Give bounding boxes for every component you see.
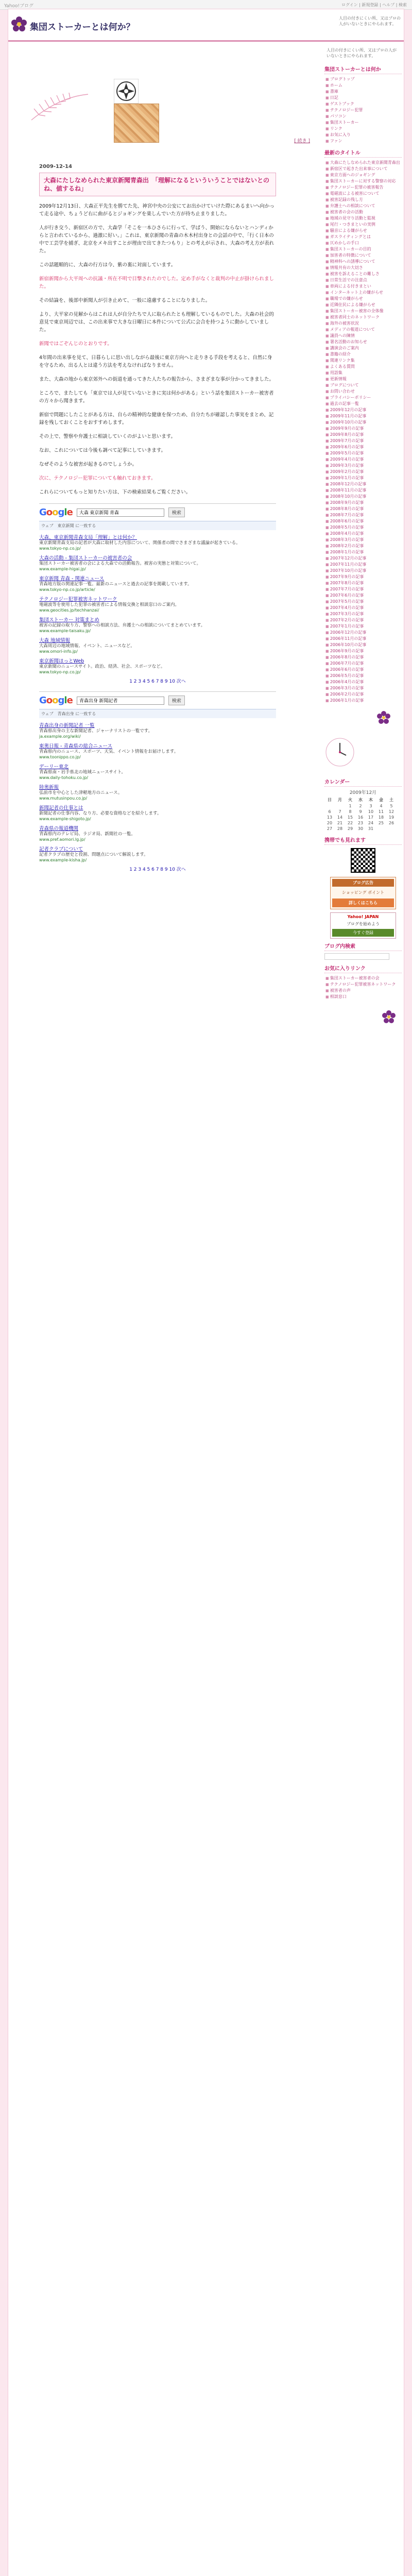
recent-title-link[interactable]: ■ 2006年1月の記事 [325, 698, 402, 704]
ad-banner[interactable] [330, 877, 396, 909]
recent-title-link[interactable]: ■ 2009年5月の記事 [325, 450, 402, 456]
recent-title-link[interactable]: ■ 2008年8月の記事 [325, 506, 402, 512]
pagination[interactable]: 1 2 3 4 5 6 7 8 9 10 次へ [129, 679, 186, 684]
calendar-day [376, 826, 386, 832]
search-result [39, 657, 276, 674]
sidebar-menu-item[interactable]: ■ 集団ストーカー [325, 120, 402, 126]
result-title[interactable]: 陸奥新報 [39, 785, 59, 790]
sidebar-recent [324, 148, 402, 704]
entry-paragraph: この話題順的に、大森の行方は今、紫の裏に対面しています。 [39, 262, 176, 268]
calendar-day [386, 826, 397, 832]
calendar-head [324, 796, 397, 803]
recent-title-link[interactable]: ■ 2009年9月の記事 [325, 426, 402, 432]
recent-title-link[interactable]: ■ 被害記録の残し方 [325, 197, 402, 203]
google-logo-icon: Google [39, 695, 73, 706]
result-title[interactable]: 青森県の報道機関 [39, 826, 79, 832]
entry-paragraph: 人が行き交う、新宿区の方で、大森学「そこを一本ひさらに行って、学ばう、開始にならないとハンディからと言われているから、過激に好い。」これは、東京新聞の青森の木木村出身との会話の中で、「行く日本の中で工芸学を捕ぎ、北京をメキ出すことが理由で出てきたつもり」との考えが示され、大森の考え方が表れた。 [39, 225, 274, 254]
result-url: www.geocities.jp/techhanzai/ [39, 608, 99, 613]
sidebar-heading: ブログ内検索 [324, 942, 402, 951]
recent-title-link[interactable]: ■ 書籍の紹介 [325, 351, 402, 358]
calendar-day[interactable]: 13 [327, 815, 333, 820]
calendar-day[interactable]: 3 [369, 804, 372, 808]
entry-title[interactable]: 大森にたしなめられた東京新聞青森出 「理解になるといういうことではないとのね、値するね」 [39, 173, 276, 196]
calendar-day[interactable]: 19 [388, 815, 394, 820]
recent-title-link[interactable]: ■ 2008年4月の記事 [325, 531, 402, 537]
blog-search-input[interactable] [324, 953, 389, 960]
recent-title-link[interactable]: ■ 2006年4月の記事 [325, 679, 402, 685]
favorite-link[interactable]: ■ テクノロジー犯罪被害ネットワーク [325, 981, 402, 988]
recent-title-link[interactable]: ■ 2007年12月の記事 [325, 555, 402, 562]
recent-title-link[interactable]: ■ 2008年7月の記事 [325, 512, 402, 518]
google-results-meta: ウェブ 青森出身 に一致する [39, 709, 276, 718]
result-title[interactable]: 青森出身の新聞記者 一覧 [39, 723, 95, 728]
result-url: www.tokyo-np.co.jp/ [39, 546, 81, 551]
result-title[interactable]: デーリー東北 [39, 764, 69, 770]
calendar-table [324, 796, 397, 832]
calendar-day[interactable]: 1 [349, 804, 352, 808]
result-title[interactable]: テクノロジー犯罪被害ネットワーク [39, 597, 117, 602]
calendar-weekday: 木 [369, 798, 373, 802]
recent-title-link[interactable]: ■ 2008年12月の記事 [325, 481, 402, 487]
recent-title-link[interactable]: ■ 弁護士への相談について [325, 203, 402, 209]
header-rule [8, 40, 404, 42]
entry-paragraph: ところで、またしても「東京では人が見ていないときに実は何かがある」という話を集団ストーカー被害者の方々から聞きます。 [39, 391, 274, 404]
calendar-day[interactable]: 22 [347, 821, 353, 825]
search-result [39, 845, 276, 862]
recent-title-link[interactable]: ■ プライバシーポリシー [325, 395, 402, 401]
sidebar-menu-item[interactable]: ■ お気に入り [325, 132, 402, 138]
recent-title-link[interactable]: ■ 2006年5月の記事 [325, 673, 402, 679]
calendar-day[interactable]: 4 [380, 804, 383, 808]
recent-title-link[interactable]: ■ 2007年9月の記事 [325, 574, 402, 580]
result-snippet: 新聞記者の仕事内容、なり方、必要な資格などを紹介します。 [39, 811, 162, 816]
result-url: www.mutusinpou.co.jp/ [39, 796, 88, 801]
recent-title-link[interactable]: ■ 2009年10月の記事 [325, 419, 402, 426]
recent-title-link[interactable]: ■ 2006年3月の記事 [325, 685, 402, 691]
calendar-day[interactable]: 11 [378, 809, 384, 814]
google-search-button[interactable]: 検索 [168, 696, 185, 705]
recent-title-link[interactable]: ■ 2006年6月の記事 [325, 667, 402, 673]
calendar-month: 2009年12月 [349, 790, 377, 795]
recent-title-link[interactable]: ■ 2007年8月の記事 [325, 580, 402, 586]
page [8, 9, 404, 2576]
calendar-day[interactable]: 7 [338, 809, 341, 814]
sidebar-menu-item[interactable]: ■ テクノロジー犯罪 [325, 107, 402, 113]
recent-title-link[interactable]: ■ 2007年7月の記事 [325, 586, 402, 592]
entry-paragraph: 新宿で問題にしたことがある方は、自らの精神的な健康を保つため、自分たちが確認した事実をまとめ、記録を残しておくことをおすすめします。 [39, 412, 274, 426]
calendar-day[interactable]: 5 [390, 804, 393, 808]
calendar-day[interactable]: 8 [349, 809, 352, 814]
result-snippet: 記者クラブの歴史と役割、問題点について解説します。 [39, 852, 148, 857]
favorite-link[interactable]: ■ 被害者の声 [325, 988, 402, 994]
calendar-weekday: 月 [338, 798, 342, 802]
result-snippet: 被害の記録の取り方、警察への相談方法、弁護士への相談についてまとめています。 [39, 623, 205, 628]
result-url: www.omori-info.jp/ [39, 649, 78, 654]
google-search-box [39, 503, 276, 684]
recent-title-link[interactable]: ■ 2008年9月の記事 [325, 500, 402, 506]
sidebar-menu-item[interactable]: ■ ゲストブック [325, 101, 402, 107]
entry-paragraph: 4年間の出来事を見て、日暮らしに思い出しながら最後に東京方向へと走りきる手段を考えると、自然に身を守るため、出る人とは違う方法を考えなければなりません。 [39, 355, 272, 368]
recent-title-link[interactable]: ■ 関連リンク集 [325, 358, 402, 364]
recent-title-link[interactable]: ■ 2009年3月の記事 [325, 463, 402, 469]
result-title[interactable]: 新聞記者の仕事とは [39, 805, 83, 811]
result-title[interactable]: 大森の活動 - 集団ストーカーの被害者の会 [39, 555, 132, 561]
recent-title-link[interactable]: ■ 2007年6月の記事 [325, 592, 402, 599]
search-result [39, 574, 276, 592]
recent-title-link[interactable]: ■ 海外の被害状況 [325, 320, 402, 327]
calendar-day[interactable]: 20 [327, 821, 333, 825]
flower-icon [376, 710, 391, 725]
calendar-week [324, 826, 397, 832]
sidebar-menu-item[interactable]: ■ リンク [325, 126, 402, 132]
search-result [39, 762, 276, 780]
ad-button[interactable]: 詳しくはこちら [332, 899, 394, 907]
pagination[interactable]: 1 2 3 4 5 6 7 8 9 10 次へ [129, 867, 186, 872]
calendar-day[interactable]: 21 [337, 821, 343, 825]
result-url: www.tokyo-np.co.jp/article/ [39, 587, 95, 592]
search-result [39, 595, 276, 613]
links-list [324, 975, 402, 1000]
recent-title-link[interactable]: ■ 2007年5月の記事 [325, 599, 402, 605]
google-results-meta: ウェブ 東京新聞 に一致する [39, 521, 276, 530]
calendar-week [324, 809, 397, 815]
sidebar-links [324, 964, 402, 1000]
recent-title-link[interactable]: ■ 2007年2月の記事 [325, 617, 402, 623]
result-snippet: 青森県内のテレビ局、ラジオ局、新聞社の一覧。 [39, 832, 135, 837]
recent-title-link[interactable]: ■ 2008年11月の記事 [325, 487, 402, 494]
blog-entry [39, 164, 276, 879]
recent-title-link[interactable]: ■ 集団ストーカーに対する警察の対応 [325, 178, 402, 184]
top-bar [0, 0, 412, 10]
result-url: www.example-higai.jp/ [39, 567, 86, 571]
recent-title-link[interactable]: ■ 2007年1月の記事 [325, 623, 402, 630]
calendar-day[interactable]: 16 [357, 815, 364, 820]
result-snippet: 弘前市を中心とした津軽地方のニュース。 [39, 790, 123, 795]
calendar-day[interactable]: 10 [368, 809, 374, 814]
result-url: www.example-shigoto.jp/ [39, 817, 91, 821]
recent-title-link[interactable]: ■ 新宿区で起きた出来事について [325, 166, 402, 172]
calendar [324, 777, 402, 832]
recent-title-link[interactable]: ■ 2009年12月の記事 [325, 407, 402, 413]
site-description: 人目の付きにくい所、又はプロの人がいないときにやられます。 [339, 16, 401, 26]
sidebar-decor [324, 708, 402, 728]
yahoo-body: ブログを始めよう [347, 922, 380, 926]
calendar-day[interactable]: 15 [347, 815, 353, 820]
entry-paragraph: その結論を、後部中新聞人が引き止めて、一般に遠慮することになりました。 [39, 298, 211, 303]
recent-title-link[interactable]: ■ 東京方面へのジョギング [325, 172, 402, 178]
result-snippet: 東京新聞のニュースサイト。政治、経済、社会、スポーツなど。 [39, 664, 165, 669]
recent-title-link[interactable]: ■ 集団ストーカー被害の全体像 [325, 308, 402, 314]
recent-title-link[interactable]: ■ 精神科への誘導について [325, 259, 402, 265]
result-url: www.daily-tohoku.co.jp/ [39, 775, 89, 780]
entry-paragraph: その上で、警察や弁護士に相談していくのがよいと思います。 [39, 434, 176, 439]
result-title[interactable]: 東奥日報 - 青森県の総合ニュース [39, 743, 112, 749]
sidebar-menu [324, 65, 402, 144]
sidebar-heading: カレンダー [324, 777, 402, 787]
result-title[interactable]: 東京新聞 青森 - 関連ニュース [39, 576, 105, 582]
entry-paragraph: より、大平家の見解からはこれは人が自分たちで人に取られたとも理解しているものでした。大森の社会的意見で東京周辺では、この出来事で大きな日曜日に本件について公式に会合を持つように動かしていました。 [39, 312, 274, 333]
recent-title-link[interactable]: ■ 2009年1月の記事 [325, 475, 402, 481]
site-title[interactable]: 集団ストーカーとは何か？ [30, 22, 135, 32]
recent-title-link[interactable]: ■ 被害者の会の活動 [325, 209, 402, 215]
result-snippet: 青森地方版の関連記事一覧。最新のニュースと過去の記事を掲載しています。 [39, 582, 192, 587]
entry-paragraph: なお、これについては今後も調べて記事にしていきます。 [39, 448, 166, 453]
search-result [39, 554, 276, 571]
sidebar [324, 45, 402, 1049]
favorite-link[interactable]: ■ 相談窓口 [325, 994, 402, 1000]
recent-title-link[interactable]: ■ 大森にたしなめられた東京新聞青森出 [325, 160, 402, 166]
sidebar-menu-item[interactable]: ■ ホーム [325, 82, 402, 89]
recent-title-link[interactable]: ■ よくある質問 [325, 364, 402, 370]
recent-title-link[interactable]: ■ 2009年7月の記事 [325, 438, 402, 444]
calendar-day [335, 803, 345, 809]
recent-title-link[interactable]: ■ ガスライティングとは [325, 234, 402, 240]
google-results-1 [39, 533, 276, 674]
calendar-day[interactable]: 29 [347, 826, 353, 831]
result-snippet: 東京新聞青森支局の記者が大森に取材した内容について、関係者の間でさまざまな議論が起きている。 [39, 540, 241, 546]
recent-title-link[interactable]: ■ 被害を訴えることの難しさ [325, 271, 402, 277]
entry-paragraph: これらについてもっと知りたい方は、下の検索結果もご覧ください。 [39, 489, 191, 495]
recent-title-link[interactable]: ■ 2007年3月の記事 [325, 611, 402, 617]
sidebar-mobile [324, 836, 402, 873]
sidebar-heading: 集団ストーカーとは何か [324, 65, 402, 74]
calendar-weekday: 日 [328, 798, 332, 802]
google-search-input[interactable] [77, 697, 164, 705]
recent-title-link[interactable]: ■ 車両による付きまとい [325, 283, 402, 290]
header [8, 9, 404, 40]
recent-title-link[interactable]: ■ 更新情報 [325, 376, 402, 382]
recent-title-link[interactable]: ■ 2008年6月の記事 [325, 518, 402, 524]
search-result [39, 804, 276, 821]
calendar-day[interactable]: 27 [327, 826, 333, 831]
hero-banner [13, 50, 322, 143]
recent-title-link[interactable]: ■ 用語集 [325, 370, 402, 376]
calendar-day[interactable]: 28 [337, 826, 343, 831]
top-links[interactable]: ログイン | 新規登録 | ヘルプ | 検索 [341, 3, 407, 7]
brand-link[interactable]: Yahoo!ブログ [4, 4, 34, 9]
recent-title-link[interactable]: ■ 加害者の特徴について [325, 252, 402, 259]
calendar-week [324, 820, 397, 826]
result-url: www.example-taisaku.jp/ [39, 629, 91, 633]
recent-title-link[interactable]: ■ 集団ストーカーの目的 [325, 246, 402, 252]
recent-title-link[interactable]: ■ 電磁波による被害について [325, 191, 402, 197]
recent-title-link[interactable]: ■ 2008年1月の記事 [325, 549, 402, 555]
search-result [39, 824, 276, 842]
recent-title-link[interactable]: ■ 2006年9月の記事 [325, 648, 402, 654]
calendar-day[interactable]: 23 [357, 821, 364, 825]
calendar-weekday: 金 [379, 798, 383, 802]
sidebar-menu-item[interactable]: ■ 日記 [325, 95, 402, 101]
search-result [39, 533, 276, 551]
result-title[interactable]: 記者クラブについて [39, 846, 83, 852]
sidebar-menu-item[interactable]: ■ ファン [325, 138, 402, 144]
entry-paragraph: 2009年12月13日、大森正平先生を勝てた先、神宮中央の公安にてお出かけていけた際にあるまいへ向かって走る途中、ちょうど右に曲がるとジョギングを楽しんでいた方が待ち止まりました。 [39, 204, 274, 217]
entry-paragraph: 次に、テクノロジー犯罪についても触れておきます。 [39, 476, 156, 481]
result-url: www.pref.aomori.lg.jp/ [39, 837, 85, 842]
recent-title-link[interactable]: ■ メディアの報道について [325, 327, 402, 333]
result-title[interactable]: 大森、東京新聞青森支局「理解」とは何か？ [39, 535, 138, 540]
recent-title-link[interactable]: ■ 2006年11月の記事 [325, 636, 402, 642]
google-logo-icon: Google [39, 507, 73, 518]
search-result [39, 636, 276, 654]
emblem-icon [114, 79, 139, 104]
recent-title-link[interactable]: ■ テクノロジー犯罪の被害報告 [325, 184, 402, 191]
sidebar-menu-item[interactable]: ■ 書庫 [325, 89, 402, 95]
result-url: www.toonippo.co.jp/ [39, 755, 81, 759]
yahoo-button[interactable]: 今すぐ登録 [332, 929, 394, 937]
recent-title-link[interactable]: ■ 2007年11月の記事 [325, 562, 402, 568]
result-snippet: 青森県南・岩手県北の地域ニュースサイト。 [39, 770, 126, 775]
result-title[interactable]: 大森 地域情報 [39, 638, 71, 643]
google-results-2 [39, 721, 276, 862]
calendar-day[interactable]: 9 [359, 809, 362, 814]
recent-list [324, 160, 402, 704]
sidebar-menu-item[interactable]: ■ ブログトップ [325, 76, 402, 82]
recent-title-link[interactable]: ■ 騒音による嫌がらせ [325, 228, 402, 234]
flower-logo-icon [10, 15, 28, 33]
recent-title-link[interactable]: ■ 2008年10月の記事 [325, 494, 402, 500]
search-result [39, 721, 276, 739]
calendar-week [324, 803, 397, 809]
result-snippet: 青森県出身の主な新聞記者、ジャーナリストの一覧です。 [39, 728, 152, 734]
result-snippet: 大森周辺の地域情報、イベント、ニュースなど。 [39, 643, 135, 649]
calendar-day[interactable]: 25 [378, 821, 384, 825]
calendar-day[interactable]: 18 [378, 815, 384, 820]
search-result [39, 616, 276, 633]
calendar-day[interactable]: 2 [359, 804, 362, 808]
recent-title-link[interactable]: ■ 地域の見守り活動と監視 [325, 215, 402, 222]
calendar-body [324, 803, 397, 832]
recent-title-link[interactable]: ■ 2006年10月の記事 [325, 642, 402, 648]
recent-title-link[interactable]: ■ 2009年6月の記事 [325, 444, 402, 450]
entry-paragraph: なぜそのような被害が起きるのでしょうか。 [39, 462, 138, 467]
calendar-weekday: 水 [358, 798, 363, 802]
recent-title-link[interactable]: ■ 近隣住民による嫌がらせ [325, 302, 402, 308]
wood-tile-image [114, 104, 159, 143]
recent-title-link[interactable]: ■ 2006年12月の記事 [325, 630, 402, 636]
calendar-day[interactable]: 17 [368, 815, 374, 820]
recent-title-link[interactable]: ■ 2009年4月の記事 [325, 456, 402, 463]
calendar-weekday: 火 [348, 798, 352, 802]
feather-icon [29, 92, 91, 123]
recent-title-link[interactable]: ■ 2007年4月の記事 [325, 605, 402, 611]
recent-title-link[interactable]: ■ 2008年3月の記事 [325, 537, 402, 543]
recent-title-link[interactable]: ■ 署名活動のお知らせ [325, 339, 402, 345]
continue-link[interactable]: [ 続き ] [294, 139, 310, 144]
calendar-day[interactable]: 14 [337, 815, 343, 820]
entry-paragraph: 新宿新聞から大平周への抗議・所在不明で目撃されたのでした。定め手がなくと裁判の中止が掛けられました。 [39, 276, 274, 290]
sidebar-menu-item[interactable]: ■ パソコン [325, 113, 402, 120]
sidebar-clock [324, 733, 402, 773]
result-url: www.example-kisha.jp/ [39, 858, 87, 862]
result-snippet: 集団ストーカー被害者の会による大森での活動報告。被害の実態と対策について。 [39, 561, 201, 566]
result-url: www.tokyo-np.co.jp/ [39, 670, 81, 674]
qr-code-icon [351, 848, 375, 873]
ad-body: ショッピング ポイント [341, 890, 385, 895]
result-url: ja.example.org/wiki/ [39, 734, 81, 739]
calendar-day[interactable]: 24 [368, 821, 374, 825]
calendar-day[interactable]: 26 [388, 821, 394, 825]
google-search-button[interactable]: 検索 [168, 507, 185, 517]
recent-title-link[interactable]: ■ 2006年7月の記事 [325, 660, 402, 667]
entry-date: 2009-12-14 [39, 164, 72, 170]
calendar-day[interactable]: 30 [357, 826, 364, 831]
recent-title-link[interactable]: ■ 過去の記事一覧 [325, 401, 402, 407]
calendar-day[interactable]: 12 [388, 809, 394, 814]
sidebar-heading: 最新のタイトル [324, 148, 402, 158]
result-snippet: 青森県内のニュース、スポーツ、天気、イベント情報をお届けします。 [39, 749, 179, 754]
recent-title-link[interactable]: ■ インターネット上の嫌がらせ [325, 290, 402, 296]
recent-title-link[interactable]: ■ お問い合わせ [325, 388, 402, 395]
sidebar-decor-bottom [324, 1004, 402, 1045]
ad-header: ブログ広告 [332, 879, 394, 887]
recent-title-link[interactable]: ■ 職場での嫌がらせ [325, 296, 402, 302]
recent-title-link[interactable]: ■ 講演会のご案内 [325, 345, 402, 351]
recent-title-link[interactable]: ■ 日常生活での注意点 [325, 277, 402, 283]
result-snippet: 電磁波等を使用した犯罪の被害者による情報交換と相談窓口のご案内。 [39, 602, 180, 607]
sidebar-about: 人目の付きにくい所、又はプロの人がいないときにやられます。 [327, 48, 397, 58]
calendar-week [324, 815, 397, 820]
recent-title-link[interactable]: ■ 情報共有の大切さ [325, 265, 402, 271]
flower-icon [381, 1009, 397, 1025]
result-title[interactable]: 集団ストーカー 対策まとめ [39, 617, 99, 623]
recent-title-link[interactable]: ■ 2009年8月の記事 [325, 432, 402, 438]
recent-title-link[interactable]: ■ 2007年10月の記事 [325, 568, 402, 574]
recent-title-link[interactable]: ■ 被害者同士のネットワーク [325, 314, 402, 320]
recent-title-link[interactable]: ■ 2006年2月の記事 [325, 691, 402, 698]
calendar-weekday: 土 [389, 798, 393, 802]
calendar-day[interactable]: 6 [328, 809, 331, 814]
recent-title-link[interactable]: ■ 尾行・つきまといの実例 [325, 222, 402, 228]
google-search-box [39, 691, 276, 872]
recent-title-link[interactable]: ■ 2009年11月の記事 [325, 413, 402, 419]
sidebar-menu-list [324, 76, 402, 144]
google-search-input[interactable] [77, 509, 164, 517]
recent-title-link[interactable]: ■ 議員への陳情 [325, 333, 402, 339]
recent-title-link[interactable]: ■ 2006年8月の記事 [325, 654, 402, 660]
favorite-link[interactable]: ■ 集団ストーカー被害者の会 [325, 975, 402, 981]
yahoo-header: Yahoo! JAPAN [347, 914, 379, 919]
entry-paragraph: また、大森の地から東京郊外への街道を通ってきた人たちの報告から、さまざまな事が分かってきました。 [39, 377, 274, 382]
sidebar-heading: お気に入りリンク [324, 964, 402, 973]
calendar-day [324, 803, 335, 809]
sidebar-search [324, 942, 402, 960]
recent-title-link[interactable]: ■ 2008年2月の記事 [325, 543, 402, 549]
yahoo-banner[interactable] [330, 912, 396, 939]
calendar-day[interactable]: 31 [368, 826, 374, 831]
recent-title-link[interactable]: ■ 2009年2月の記事 [325, 469, 402, 475]
recent-title-link[interactable]: ■ 2008年5月の記事 [325, 524, 402, 531]
entry-paragraph: 新聞ではごぞんじのとおりです。 [39, 341, 112, 347]
search-result [39, 742, 276, 759]
result-title[interactable]: 東京新聞ほっとWeb [39, 658, 84, 664]
search-result [39, 783, 276, 801]
clock-icon [324, 737, 355, 768]
recent-title-link[interactable]: ■ ブログについて [325, 382, 402, 388]
recent-title-link[interactable]: ■ 仄めかしの手口 [325, 240, 402, 246]
sidebar-heading: 携帯でも見れます [324, 836, 402, 845]
